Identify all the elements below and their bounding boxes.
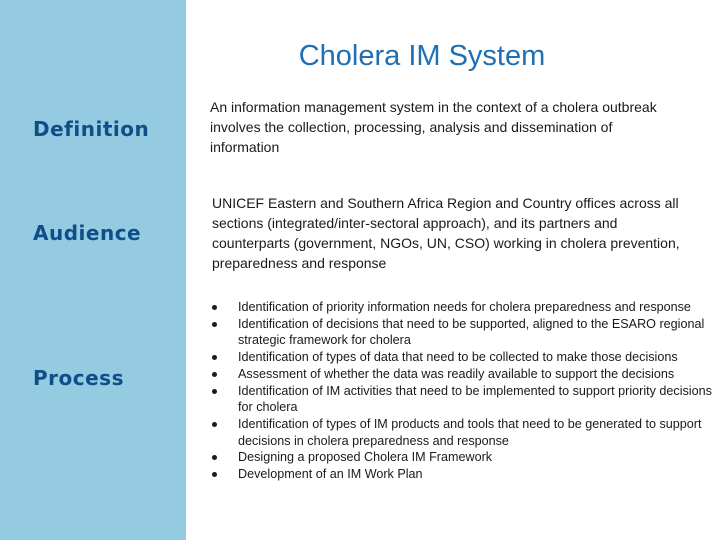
definition-label: Definition xyxy=(33,117,150,141)
list-item-text: Identification of decisions that need to be supported, aligned to the ESARO regional strategic framework for cholera xyxy=(238,316,705,348)
bullet-icon xyxy=(212,355,217,360)
list-item xyxy=(212,466,712,483)
bullet-icon xyxy=(212,322,217,327)
list-item xyxy=(212,316,712,349)
list-item-text: Identification of types of data that need to be collected to make those decisions xyxy=(238,350,678,365)
bullet-icon xyxy=(212,422,217,427)
bullet-icon xyxy=(212,455,217,460)
process-label: Process xyxy=(33,366,124,390)
list-item xyxy=(212,349,712,366)
list-item xyxy=(212,299,712,316)
list-item-text: Designing a proposed Cholera IM Framework xyxy=(238,450,493,465)
list-item xyxy=(212,366,712,383)
list-item xyxy=(212,383,712,416)
bullet-icon xyxy=(212,372,217,377)
list-item xyxy=(212,449,712,466)
list-item-text: Identification of priority information needs for cholera preparedness and response xyxy=(238,300,691,314)
bullet-icon xyxy=(212,472,217,477)
definition-text: An information management system in the context of a cholera outbreak involves the collection, processing, analysis and dissemination of information xyxy=(210,99,657,155)
list-item-text: Assessment of whether the data was readily available to support the decisions xyxy=(238,366,675,381)
sidebar-panel xyxy=(0,0,186,540)
audience-text: UNICEF Eastern and Southern Africa Region and Country offices across all sections (integrated/inter-sectoral approach), and its partners and counterparts (government, NGOs, UN, CSO) working in cholera prevention, preparedness and response xyxy=(212,195,680,271)
slide-title: Cholera IM System xyxy=(298,40,546,72)
list-item-text: Identification of IM activities that need to be implemented to support priority decisions for cholera xyxy=(238,383,712,415)
process-list xyxy=(212,299,712,483)
audience-label: Audience xyxy=(33,221,142,245)
list-item-text: Identification of types of IM products and tools that need to be generated to support decisions in cholera preparedness and response xyxy=(238,416,702,448)
list-item xyxy=(212,416,712,449)
bullet-icon xyxy=(212,305,217,310)
list-item-text: Development of an IM Work Plan xyxy=(238,467,423,482)
bullet-icon xyxy=(212,389,217,394)
